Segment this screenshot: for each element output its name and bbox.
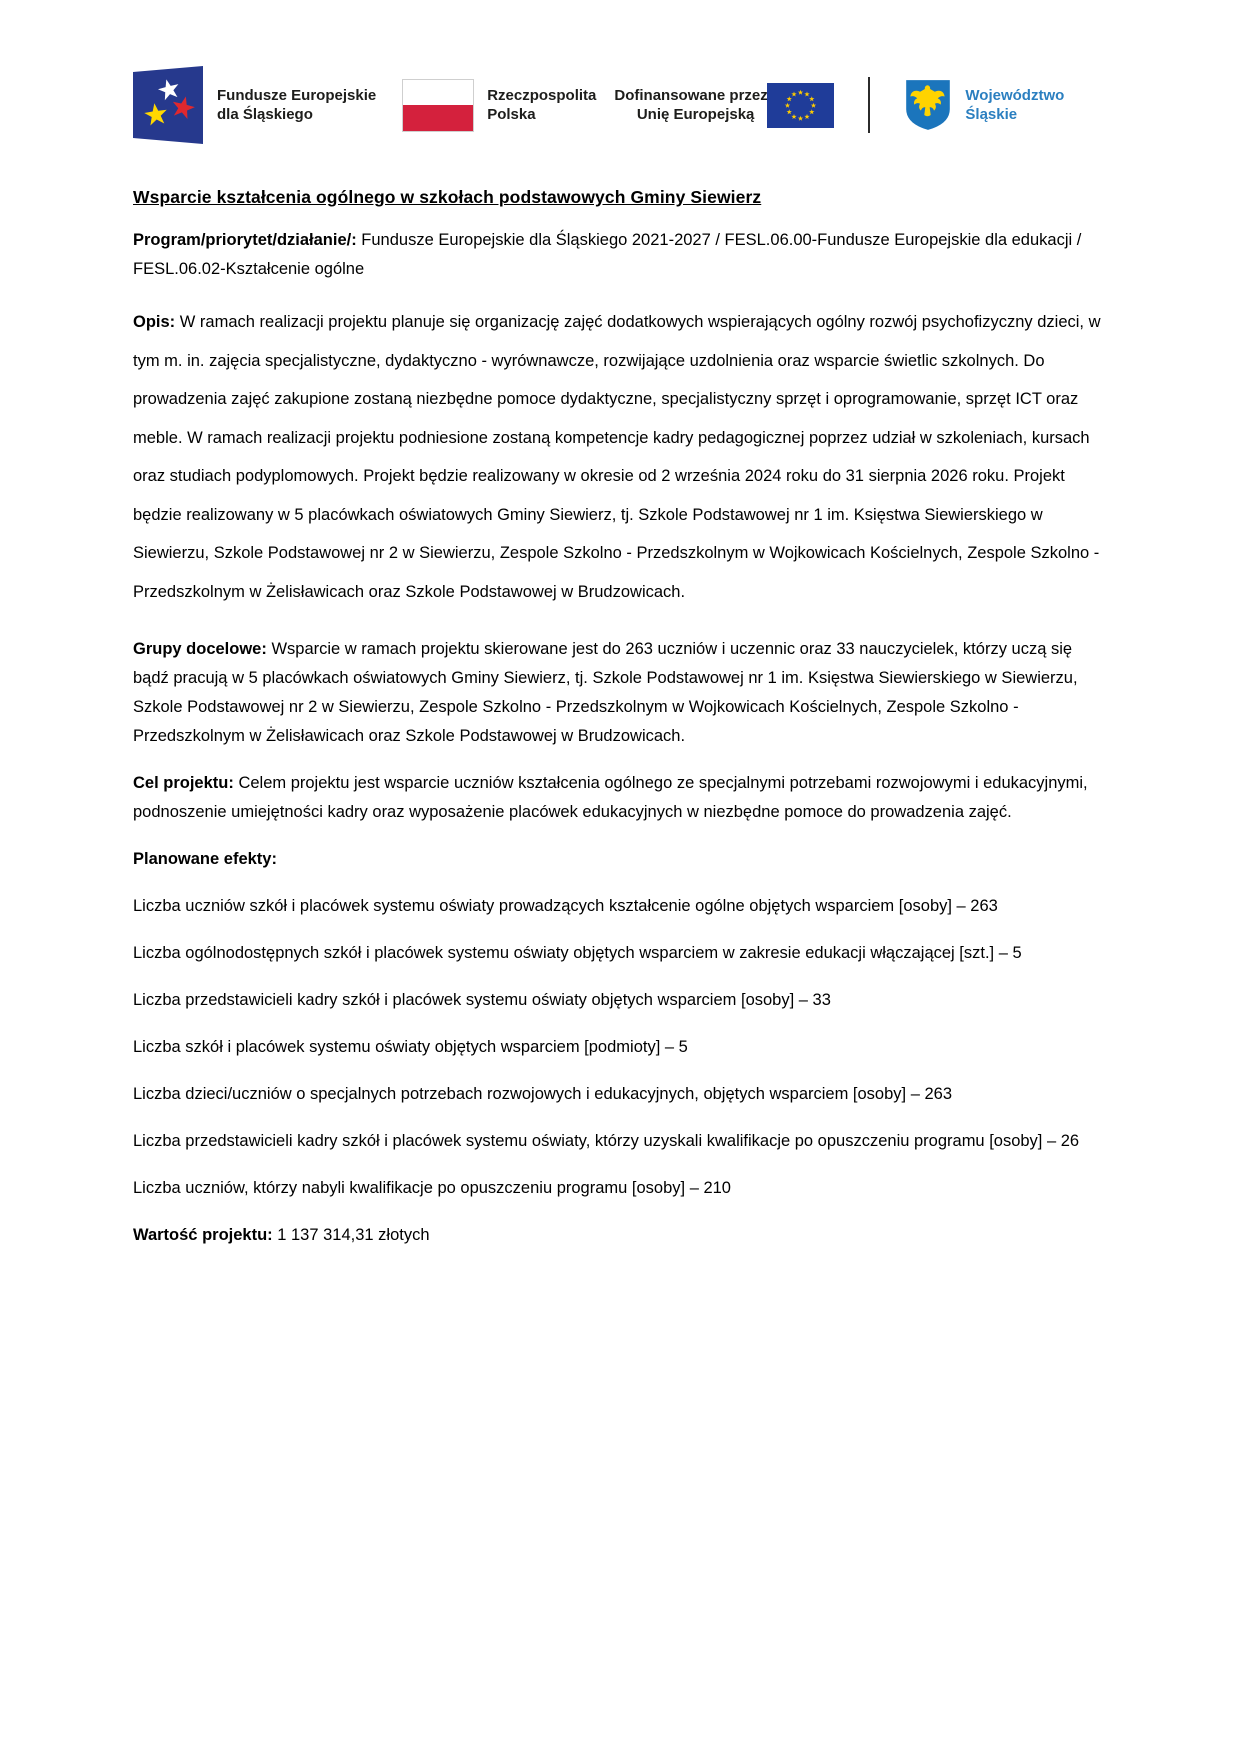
poland-flag-white-stripe (403, 80, 473, 106)
wartosc-label: Wartość projektu: (133, 1226, 273, 1244)
fe-logo-label (217, 86, 376, 124)
wartosc-text: 1 137 314,31 złotych (272, 1226, 430, 1244)
planned-effect-item: Liczba ogólnodostępnych szkół i placówek systemu oświaty objętych wsparciem w zakresie edukacji włączającej [szt.] – 5 (133, 944, 1022, 962)
grupy-label: Grupy docelowe: (133, 640, 267, 658)
eu-flag-icon (767, 83, 834, 128)
planned-effect-item: Liczba szkół i placówek systemu oświaty objętych wsparciem [podmioty] – 5 (133, 1038, 688, 1056)
logo-header (133, 60, 1108, 150)
fe-flag-icon (133, 66, 203, 144)
wartosc-projektu-paragraph (133, 1221, 1108, 1250)
slaskie-logo-line2: Śląskie (965, 106, 1018, 123)
logo-fundusze-europejskie (133, 66, 376, 144)
program-label: Program/priorytet/działanie/: (133, 231, 357, 249)
planned-effect-item: Liczba przedstawicieli kadry szkół i placówek systemu oświaty objętych wsparciem [osoby] – 33 (133, 991, 831, 1009)
pl-logo-label (487, 86, 596, 124)
silesia-coat-of-arms-icon (904, 78, 952, 132)
planned-effect-item: Liczba dzieci/uczniów o specjalnych potrzebach rozwojowych i edukacyjnych, objętych wsparciem [osoby] – 263 (133, 1085, 952, 1103)
opis-text: W ramach realizacji projektu planuje się organizację zajęć dodatkowych wspierających ogólny rozwój psychofizyczny dzieci, w tym m. in. zajęcia specjalistyczne, dydaktyczno - wyrównawcze, rozwijające uzdolnienia oraz wsparcie świetlic szkolnych. Do prowadzenia zajęć zakupione zostaną niezbędne pomoce dydaktyczne, specjalistyczny sprzęt i oprogramowanie, sprzęt ICT oraz meble. W ramach realizacji projektu podniesione zostaną kompetencje kadry pedagogicznej poprzez udział w szkoleniach, kursach oraz studiach podyplomowych. Projekt będzie realizowany w okresie od 2 września 2024 roku do 31 sierpnia 2026 roku. Projekt będzie realizowany w 5 placówkach oświatowych Gminy Siewierz, tj. Szkole Podstawowej nr 1 im. Księstwa Siewierskiego w Siewierzu, Szkole Podstawowej nr 2 w Siewierzu, Zespole Szkolno - Przedszkolnym w Wojkowicach Kościelnych, Zespole Szkolno - Przedszkolnym w Żelisławicach oraz Szkole Podstawowej w Brudzowicach. (133, 313, 1101, 601)
program-paragraph (133, 226, 1108, 284)
poland-flag-icon (402, 79, 474, 132)
planned-effect-item: Liczba uczniów szkół i placówek systemu oświaty prowadzących kształcenie ogólne objętych wsparciem [osoby] – 263 (133, 897, 998, 915)
fe-logo-line2: dla Śląskiego (217, 106, 313, 123)
pl-logo-line1: Rzeczpospolita (487, 86, 597, 104)
cel-text: Celem projektu jest wsparcie uczniów kształcenia ogólnego ze specjalnymi potrzebami rozwojowymi i edukacyjnymi, podnoszenie umiejętności kadry oraz wyposażenie placówek edukacyjnych w niezbędne pomoce do prowadzenia zajęć. (133, 774, 1088, 821)
page-title: Wsparcie kształcenia ogólnego w szkołach podstawowych Gminy Siewierz (133, 187, 762, 207)
pl-logo-line2: Polska (487, 106, 536, 123)
fe-logo-line1: Fundusze Europejskie (217, 86, 377, 104)
grupy-text: Wsparcie w ramach projektu skierowane jest do 263 uczniów i uczennic oraz 33 nauczycielek, którzy uczą się bądź pracują w 5 placówkach oświatowych Gminy Siewierz, tj. Szkole Podstawowej nr 1 im. Księstwa Siewierskiego w Siewierzu, Szkole Podstawowej nr 2 w Siewierzu, Zespole Szkolno - Przedszkolnym w Wojkowicach Kościelnych, Zespole Szkolno - Przedszkolnym w Żelisławicach oraz Szkole Podstawowej w Brudzowicach. (133, 640, 1078, 745)
logo-rzeczpospolita-polska (402, 79, 596, 132)
logo-wojewodztwo-slaskie (904, 78, 1064, 132)
cel-projektu-paragraph (133, 769, 1108, 827)
planned-effect-item: Liczba przedstawicieli kadry szkół i placówek systemu oświaty, którzy uzyskali kwalifikacje po opuszczeniu programu [osoby] – 26 (133, 1132, 1080, 1150)
opis-paragraph (133, 303, 1108, 611)
grupy-docelowe-paragraph (133, 635, 1108, 751)
poland-flag-red-stripe (403, 105, 473, 131)
eu-logo-line1: Dofinansowane przez (614, 86, 768, 104)
program-text: Fundusze Europejskie dla Śląskiego 2021-2027 / FESL.06.00-Fundusze Europejskie dla edukacji / FESL.06.02-Kształcenie ogólne (133, 231, 1082, 278)
header-divider (868, 77, 870, 133)
cel-label: Cel projektu: (133, 774, 234, 792)
eu-logo-label (614, 86, 768, 124)
slaskie-logo-line1: Województwo (965, 86, 1065, 104)
slaskie-logo-label (965, 86, 1064, 124)
opis-label: Opis: (133, 313, 176, 331)
planowane-efekty-heading: Planowane efekty: (133, 850, 277, 868)
planned-effect-item: Liczba uczniów, którzy nabyli kwalifikacje po opuszczeniu programu [osoby] – 210 (133, 1179, 731, 1197)
eu-logo-line2: Unię Europejską (636, 106, 755, 123)
logo-unia-europejska (614, 83, 834, 128)
